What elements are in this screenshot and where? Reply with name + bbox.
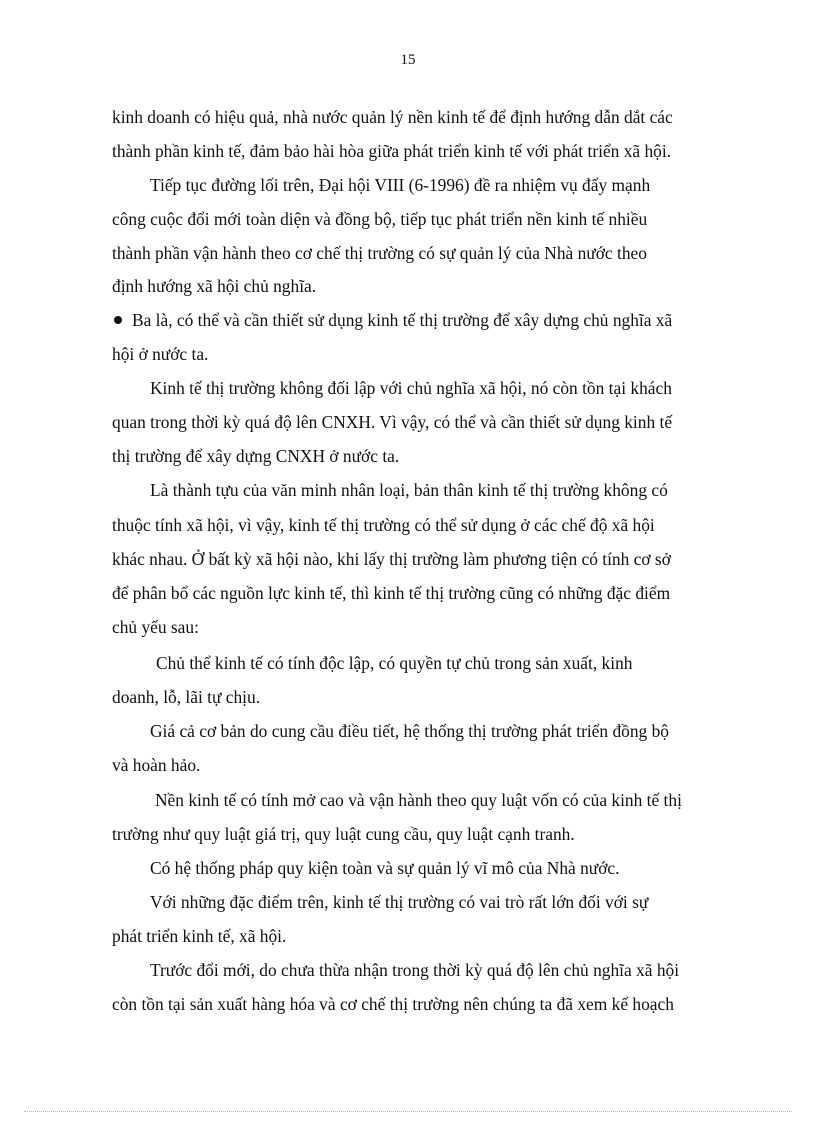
paragraph-line: để phân bổ các nguồn lực kinh tế, thì kinh tế thị trường cũng có những đặc điểm xyxy=(112,583,671,603)
bullet-line: Ba là, có thể và cần thiết sử dụng kinh tế thị trường để xây dựng chủ nghĩa xã xyxy=(132,310,673,330)
paragraph-line: hội ở nước ta. xyxy=(112,344,209,364)
paragraph-line: Với những đặc điểm trên, kinh tế thị trường có vai trò rất lớn đối với sự xyxy=(150,892,649,912)
page-number: 15 xyxy=(400,52,416,68)
paragraph-line: còn tồn tại sản xuất hàng hóa và cơ chế thị trường nên chúng ta đã xem kế hoạch xyxy=(112,994,674,1014)
paragraph-line: chủ yếu sau: xyxy=(112,617,199,637)
paragraph-line: Có hệ thống pháp quy kiện toàn và sự quản lý vĩ mô của Nhà nước. xyxy=(150,858,620,878)
paragraph-line: Tiếp tục đường lối trên, Đại hội VIII (6-1996) đề ra nhiệm vụ đẩy mạnh xyxy=(150,175,651,195)
paragraph-line: phát triển kinh tế, xã hội. xyxy=(112,926,287,946)
paragraph-line: thị trường để xây dựng CNXH ở nước ta. xyxy=(112,446,400,466)
paragraph-line: thành phần kinh tế, đảm bảo hài hòa giữa phát triển kinh tế với phát triển xã hội. xyxy=(112,141,672,161)
paragraph-line: Trước đổi mới, do chưa thừa nhận trong thời kỳ quá độ lên chủ nghĩa xã hội xyxy=(150,960,680,980)
paragraph-line: thuộc tính xã hội, vì vậy, kinh tế thị trường có thể sử dụng ở các chế độ xã hội xyxy=(112,515,655,535)
bullet-icon xyxy=(114,316,122,324)
paragraph-line: Chủ thể kinh tế có tính độc lập, có quyền tự chủ trong sản xuất, kinh xyxy=(156,653,633,673)
paragraph-line: Kinh tế thị trường không đối lập với chủ nghĩa xã hội, nó còn tồn tại khách xyxy=(150,378,672,398)
paragraph-line: quan trong thời kỳ quá độ lên CNXH. Vì vậy, có thể và cần thiết sử dụng kinh tế xyxy=(112,412,673,432)
paragraph-line: doanh, lỗ, lãi tự chịu. xyxy=(112,687,261,707)
paragraph-line: Nền kinh tế có tính mở cao và vận hành theo quy luật vốn có của kinh tế thị xyxy=(155,790,682,810)
paragraph-line: định hướng xã hội chủ nghĩa. xyxy=(112,276,317,296)
paragraph-line: công cuộc đổi mới toàn diện và đồng bộ, tiếp tục phát triển nền kinh tế nhiều xyxy=(112,209,648,229)
paragraph-line: kinh doanh có hiệu quả, nhà nước quản lý nền kinh tế để định hướng dẫn dắt các xyxy=(112,107,673,127)
paragraph-line: Là thành tựu của văn minh nhân loại, bản thân kinh tế thị trường không có xyxy=(150,480,668,500)
paragraph-line: và hoàn hảo. xyxy=(112,755,201,775)
paragraph-line: Giá cả cơ bản do cung cầu điều tiết, hệ thống thị trường phát triển đồng bộ xyxy=(150,721,669,741)
paragraph-line: thành phần vận hành theo cơ chế thị trường có sự quản lý của Nhà nước theo xyxy=(112,243,647,263)
paragraph-line: khác nhau. Ở bất kỳ xã hội nào, khi lấy thị trường làm phương tiện có tính cơ sở xyxy=(112,549,671,569)
paragraph-line: trường như quy luật giá trị, quy luật cung cầu, quy luật cạnh tranh. xyxy=(112,824,575,844)
footer-divider xyxy=(24,1111,792,1112)
